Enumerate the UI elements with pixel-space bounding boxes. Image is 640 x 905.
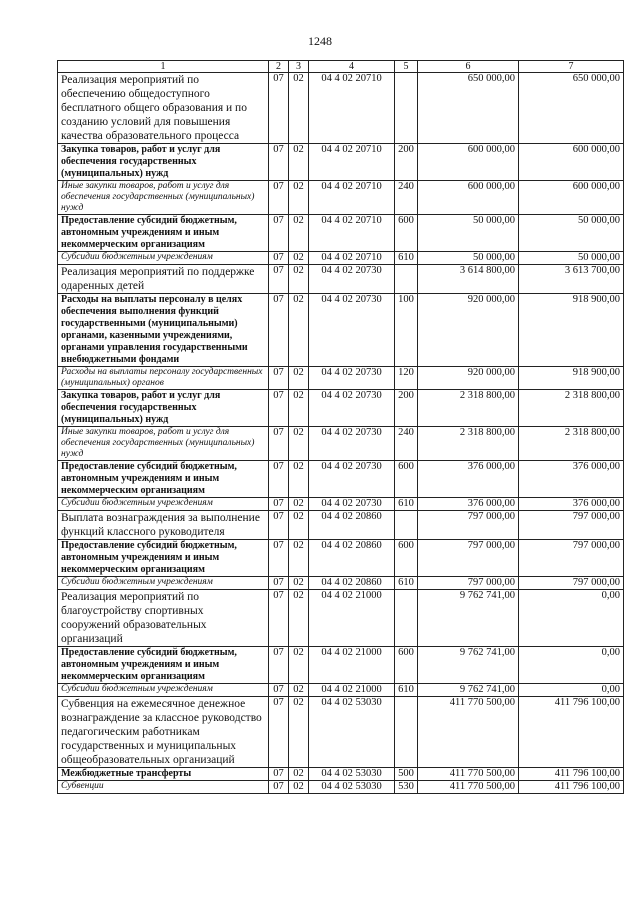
row-amount-col6: 9 762 741,00 xyxy=(418,647,519,684)
row-target-article: 04 4 02 20730 xyxy=(309,265,395,294)
row-target-article: 04 4 02 20730 xyxy=(309,498,395,511)
row-amount-col6: 9 762 741,00 xyxy=(418,590,519,647)
row-name: Расходы на выплаты персоналу государственных (муниципальных) органов xyxy=(58,367,269,390)
table-header-row xyxy=(58,61,624,73)
row-subsection: 02 xyxy=(289,498,309,511)
row-expense-type: 240 xyxy=(395,181,418,215)
row-amount-col7: 0,00 xyxy=(519,590,624,647)
row-subsection: 02 xyxy=(289,781,309,794)
row-expense-type: 610 xyxy=(395,577,418,590)
row-amount-col7: 50 000,00 xyxy=(519,215,624,252)
row-subsection: 02 xyxy=(289,181,309,215)
row-expense-type: 200 xyxy=(395,144,418,181)
row-target-article: 04 4 02 20710 xyxy=(309,144,395,181)
row-amount-col6: 600 000,00 xyxy=(418,181,519,215)
row-expense-type: 600 xyxy=(395,461,418,498)
row-expense-type: 600 xyxy=(395,647,418,684)
row-target-article: 04 4 02 20730 xyxy=(309,461,395,498)
row-amount-col6: 50 000,00 xyxy=(418,215,519,252)
row-target-article: 04 4 02 53030 xyxy=(309,697,395,768)
row-target-article: 04 4 02 20730 xyxy=(309,367,395,390)
row-target-article: 04 4 02 21000 xyxy=(309,684,395,697)
row-section: 07 xyxy=(269,684,289,697)
row-amount-col6: 50 000,00 xyxy=(418,252,519,265)
row-amount-col6: 411 770 500,00 xyxy=(418,697,519,768)
row-expense-type: 200 xyxy=(395,390,418,427)
row-amount-col6: 2 318 800,00 xyxy=(418,427,519,461)
row-amount-col7: 411 796 100,00 xyxy=(519,781,624,794)
row-subsection: 02 xyxy=(289,252,309,265)
row-target-article: 04 4 02 53030 xyxy=(309,781,395,794)
row-expense-type xyxy=(395,697,418,768)
row-amount-col7: 600 000,00 xyxy=(519,144,624,181)
row-section: 07 xyxy=(269,181,289,215)
row-name: Межбюджетные трансферты xyxy=(58,768,269,781)
row-amount-col7: 411 796 100,00 xyxy=(519,697,624,768)
row-section: 07 xyxy=(269,390,289,427)
row-subsection: 02 xyxy=(289,144,309,181)
row-name: Субсидии бюджетным учреждениям xyxy=(58,684,269,697)
header-col-1: 1 xyxy=(58,61,269,73)
row-expense-type: 240 xyxy=(395,427,418,461)
row-subsection: 02 xyxy=(289,294,309,367)
row-amount-col6: 600 000,00 xyxy=(418,144,519,181)
row-target-article: 04 4 02 20730 xyxy=(309,390,395,427)
row-amount-col6: 3 614 800,00 xyxy=(418,265,519,294)
row-section: 07 xyxy=(269,577,289,590)
row-expense-type: 120 xyxy=(395,367,418,390)
row-amount-col6: 411 770 500,00 xyxy=(418,768,519,781)
row-subsection: 02 xyxy=(289,73,309,144)
row-expense-type: 610 xyxy=(395,498,418,511)
row-amount-col7: 600 000,00 xyxy=(519,181,624,215)
row-section: 07 xyxy=(269,781,289,794)
row-section: 07 xyxy=(269,590,289,647)
table-row xyxy=(58,697,624,768)
row-amount-col7: 797 000,00 xyxy=(519,540,624,577)
row-subsection: 02 xyxy=(289,390,309,427)
row-amount-col7: 411 796 100,00 xyxy=(519,768,624,781)
row-amount-col7: 2 318 800,00 xyxy=(519,390,624,427)
row-name: Иные закупки товаров, работ и услуг для обеспечения государственных (муниципальных) нужд xyxy=(58,427,269,461)
row-amount-col7: 2 318 800,00 xyxy=(519,427,624,461)
row-section: 07 xyxy=(269,367,289,390)
row-expense-type: 100 xyxy=(395,294,418,367)
row-expense-type xyxy=(395,511,418,540)
page-number: 1248 xyxy=(308,34,332,48)
row-expense-type: 500 xyxy=(395,768,418,781)
row-target-article: 04 4 02 20710 xyxy=(309,252,395,265)
row-amount-col7: 376 000,00 xyxy=(519,498,624,511)
row-name: Предоставление субсидий бюджетным, автономным учреждениям и иным некоммерческим организациям xyxy=(58,540,269,577)
header-col-4: 4 xyxy=(309,61,395,73)
header-col-6: 6 xyxy=(418,61,519,73)
row-amount-col6: 376 000,00 xyxy=(418,498,519,511)
header-col-5: 5 xyxy=(395,61,418,73)
header-col-7: 7 xyxy=(519,61,624,73)
table-row xyxy=(58,427,624,461)
row-section: 07 xyxy=(269,511,289,540)
row-subsection: 02 xyxy=(289,577,309,590)
table-row xyxy=(58,215,624,252)
row-amount-col7: 797 000,00 xyxy=(519,511,624,540)
row-subsection: 02 xyxy=(289,427,309,461)
table-row xyxy=(58,577,624,590)
row-expense-type: 610 xyxy=(395,684,418,697)
row-name: Субсидии бюджетным учреждениям xyxy=(58,498,269,511)
row-section: 07 xyxy=(269,461,289,498)
row-target-article: 04 4 02 20710 xyxy=(309,215,395,252)
row-amount-col6: 920 000,00 xyxy=(418,294,519,367)
row-subsection: 02 xyxy=(289,697,309,768)
row-section: 07 xyxy=(269,294,289,367)
row-name: Выплата вознаграждения за выполнение функций классного руководителя xyxy=(58,511,269,540)
row-section: 07 xyxy=(269,265,289,294)
row-expense-type: 600 xyxy=(395,215,418,252)
table-row xyxy=(58,684,624,697)
row-target-article: 04 4 02 53030 xyxy=(309,768,395,781)
budget-table xyxy=(57,60,624,794)
row-name: Предоставление субсидий бюджетным, автономным учреждениям и иным некоммерческим организациям xyxy=(58,647,269,684)
row-name: Закупка товаров, работ и услуг для обеспечения государственных (муниципальных) нужд xyxy=(58,144,269,181)
row-amount-col6: 920 000,00 xyxy=(418,367,519,390)
row-amount-col7: 797 000,00 xyxy=(519,577,624,590)
table-row xyxy=(58,647,624,684)
row-name: Предоставление субсидий бюджетным, автономным учреждениям и иным некоммерческим организациям xyxy=(58,461,269,498)
table-row xyxy=(58,498,624,511)
row-amount-col6: 797 000,00 xyxy=(418,577,519,590)
table-row xyxy=(58,781,624,794)
row-subsection: 02 xyxy=(289,768,309,781)
row-section: 07 xyxy=(269,144,289,181)
table-row xyxy=(58,540,624,577)
table-row xyxy=(58,367,624,390)
row-amount-col6: 411 770 500,00 xyxy=(418,781,519,794)
row-target-article: 04 4 02 20710 xyxy=(309,181,395,215)
row-amount-col7: 0,00 xyxy=(519,647,624,684)
row-target-article: 04 4 02 20730 xyxy=(309,427,395,461)
row-expense-type xyxy=(395,73,418,144)
row-section: 07 xyxy=(269,697,289,768)
row-target-article: 04 4 02 20730 xyxy=(309,294,395,367)
table-row xyxy=(58,144,624,181)
row-name: Субсидии бюджетным учреждениям xyxy=(58,252,269,265)
row-name: Реализация мероприятий по поддержке одаренных детей xyxy=(58,265,269,294)
row-subsection: 02 xyxy=(289,265,309,294)
row-target-article: 04 4 02 20860 xyxy=(309,540,395,577)
row-amount-col6: 376 000,00 xyxy=(418,461,519,498)
row-section: 07 xyxy=(269,427,289,461)
row-amount-col6: 2 318 800,00 xyxy=(418,390,519,427)
table-row xyxy=(58,73,624,144)
row-subsection: 02 xyxy=(289,215,309,252)
row-target-article: 04 4 02 20710 xyxy=(309,73,395,144)
row-name: Иные закупки товаров, работ и услуг для обеспечения государственных (муниципальных) нужд xyxy=(58,181,269,215)
row-section: 07 xyxy=(269,768,289,781)
row-section: 07 xyxy=(269,498,289,511)
row-subsection: 02 xyxy=(289,540,309,577)
row-subsection: 02 xyxy=(289,511,309,540)
row-amount-col6: 650 000,00 xyxy=(418,73,519,144)
row-name: Предоставление субсидий бюджетным, автономным учреждениям и иным некоммерческим организациям xyxy=(58,215,269,252)
row-target-article: 04 4 02 20860 xyxy=(309,577,395,590)
row-name: Субвенции xyxy=(58,781,269,794)
row-target-article: 04 4 02 20860 xyxy=(309,511,395,540)
row-target-article: 04 4 02 21000 xyxy=(309,590,395,647)
table-row xyxy=(58,294,624,367)
header-col-2: 2 xyxy=(269,61,289,73)
row-expense-type xyxy=(395,590,418,647)
table-row xyxy=(58,511,624,540)
row-amount-col7: 650 000,00 xyxy=(519,73,624,144)
row-name: Реализация мероприятий по обеспечению общедоступного бесплатного общего образования и по созданию условий для повышения качества образовательного процесса xyxy=(58,73,269,144)
row-expense-type: 610 xyxy=(395,252,418,265)
row-amount-col7: 3 613 700,00 xyxy=(519,265,624,294)
table-row xyxy=(58,590,624,647)
table-row xyxy=(58,768,624,781)
row-section: 07 xyxy=(269,73,289,144)
table-row xyxy=(58,461,624,498)
row-expense-type xyxy=(395,265,418,294)
header-col-3: 3 xyxy=(289,61,309,73)
row-amount-col6: 9 762 741,00 xyxy=(418,684,519,697)
row-subsection: 02 xyxy=(289,684,309,697)
row-subsection: 02 xyxy=(289,590,309,647)
row-name: Субсидии бюджетным учреждениям xyxy=(58,577,269,590)
row-amount-col6: 797 000,00 xyxy=(418,540,519,577)
row-subsection: 02 xyxy=(289,461,309,498)
row-subsection: 02 xyxy=(289,367,309,390)
row-expense-type: 600 xyxy=(395,540,418,577)
row-amount-col7: 918 900,00 xyxy=(519,367,624,390)
table-row xyxy=(58,252,624,265)
row-name: Реализация мероприятий по благоустройству спортивных сооружений образовательных организаций xyxy=(58,590,269,647)
row-name: Субвенция на ежемесячное денежное вознаграждение за классное руководство педагогическим работникам государственных и муниципальных общеобразовательных организаций xyxy=(58,697,269,768)
row-name: Закупка товаров, работ и услуг для обеспечения государственных (муниципальных) нужд xyxy=(58,390,269,427)
row-section: 07 xyxy=(269,647,289,684)
row-section: 07 xyxy=(269,215,289,252)
row-amount-col7: 0,00 xyxy=(519,684,624,697)
row-amount-col7: 50 000,00 xyxy=(519,252,624,265)
row-name: Расходы на выплаты персоналу в целях обеспечения выполнения функций государственными (муниципальными) органами, казенными учреждениями, органами управления государственными внебюджетными фондами xyxy=(58,294,269,367)
row-target-article: 04 4 02 21000 xyxy=(309,647,395,684)
table-row xyxy=(58,390,624,427)
table-row xyxy=(58,181,624,215)
row-section: 07 xyxy=(269,540,289,577)
row-expense-type: 530 xyxy=(395,781,418,794)
row-subsection: 02 xyxy=(289,647,309,684)
row-amount-col7: 376 000,00 xyxy=(519,461,624,498)
row-section: 07 xyxy=(269,252,289,265)
table-row xyxy=(58,265,624,294)
row-amount-col7: 918 900,00 xyxy=(519,294,624,367)
row-amount-col6: 797 000,00 xyxy=(418,511,519,540)
